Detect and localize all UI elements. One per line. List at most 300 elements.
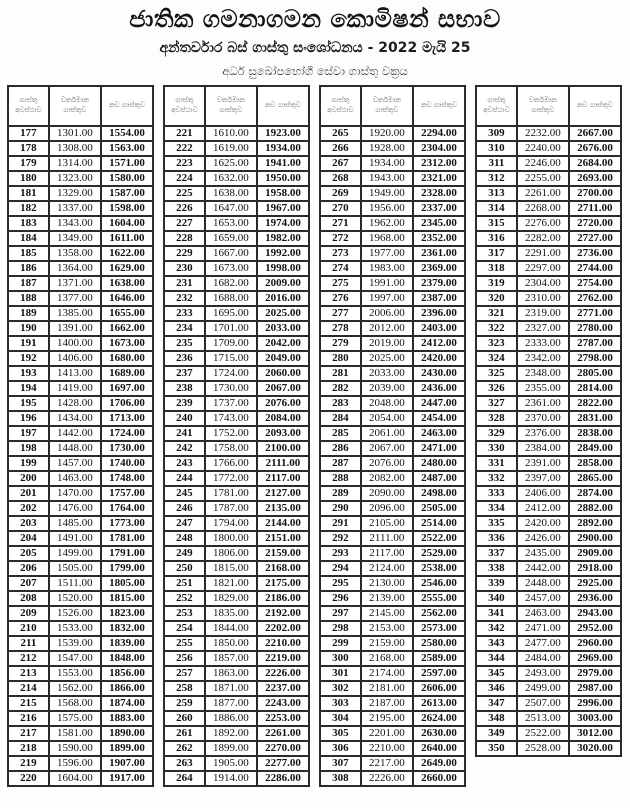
fare-stage-cell: 196 [8,411,49,426]
current-fare-cell: 1857.00 [205,651,257,666]
current-fare-cell: 2174.00 [361,666,413,681]
new-fare-cell: 1740.00 [101,456,153,471]
table-row [320,561,465,576]
new-fare-cell: 2874.00 [569,486,621,501]
fare-stage-cell: 227 [164,216,205,231]
current-fare-cell: 2370.00 [517,411,569,426]
new-fare-cell: 1823.00 [101,606,153,621]
table-row [476,321,621,336]
new-fare-cell: 1697.00 [101,381,153,396]
fare-stage-cell: 327 [476,396,517,411]
fare-stage-cell: 177 [8,126,49,141]
new-fare-cell: 2219.00 [257,651,309,666]
new-fare-cell: 1580.00 [101,171,153,186]
table-row [164,261,309,276]
new-fare-cell: 1662.00 [101,321,153,336]
new-fare-cell: 1629.00 [101,261,153,276]
new-fare-cell: 2480.00 [413,456,465,471]
current-fare-cell: 2406.00 [517,486,569,501]
fare-stage-cell: 238 [164,381,205,396]
fare-stage-cell: 321 [476,306,517,321]
table-row [320,696,465,711]
table-row [8,231,153,246]
fare-stage-cell: 178 [8,141,49,156]
new-fare-cell: 1815.00 [101,591,153,606]
fare-stage-cell: 207 [8,576,49,591]
fare-stage-cell: 203 [8,516,49,531]
fare-stage-cell: 276 [320,291,361,306]
new-fare-cell: 1680.00 [101,351,153,366]
table-row [320,741,465,756]
fare-stage-cell: 290 [320,501,361,516]
column-header-fare-stage: ගාස්තු අවස්ථාව [320,86,361,126]
table-row [320,651,465,666]
new-fare-cell: 1958.00 [257,186,309,201]
current-fare-cell: 2522.00 [517,726,569,741]
fare-stage-cell: 302 [320,681,361,696]
current-fare-cell: 2310.00 [517,291,569,306]
column-header-current-fare: වර්තමාන ගාස්තුව [361,86,413,126]
current-fare-cell: 2019.00 [361,336,413,351]
fare-stage-cell: 315 [476,216,517,231]
current-fare-cell: 2261.00 [517,186,569,201]
table-row [320,216,465,231]
new-fare-cell: 1950.00 [257,171,309,186]
new-fare-cell: 1839.00 [101,636,153,651]
table-row [320,486,465,501]
table-row [320,171,465,186]
current-fare-cell: 1829.00 [205,591,257,606]
current-fare-cell: 2124.00 [361,561,413,576]
fare-stage-cell: 314 [476,201,517,216]
new-fare-cell: 2711.00 [569,201,621,216]
fare-stage-cell: 254 [164,621,205,636]
current-fare-cell: 1920.00 [361,126,413,141]
table-row [320,336,465,351]
table-row [8,261,153,276]
fare-stage-cell: 347 [476,696,517,711]
current-fare-cell: 1442.00 [49,426,101,441]
table-row [476,336,621,351]
new-fare-cell: 1883.00 [101,711,153,726]
table-row [320,711,465,726]
fare-stage-cell: 279 [320,336,361,351]
fare-stage-cell: 255 [164,636,205,651]
fare-stage-cell: 294 [320,561,361,576]
new-fare-cell: 2420.00 [413,351,465,366]
fare-stage-cell: 199 [8,456,49,471]
table-row [8,351,153,366]
current-fare-cell: 1914.00 [205,771,257,786]
fare-stage-cell: 190 [8,321,49,336]
new-fare-cell: 1554.00 [101,126,153,141]
new-fare-cell: 2049.00 [257,351,309,366]
fare-stage-cell: 339 [476,576,517,591]
table-row [476,651,621,666]
new-fare-cell: 2369.00 [413,261,465,276]
current-fare-cell: 1800.00 [205,531,257,546]
new-fare-cell: 1706.00 [101,396,153,411]
fare-stage-cell: 261 [164,726,205,741]
table-row [164,666,309,681]
table-row [476,366,621,381]
current-fare-cell: 2145.00 [361,606,413,621]
fare-stage-cell: 221 [164,126,205,141]
table-row [8,426,153,441]
fare-stage-cell: 326 [476,381,517,396]
table-row [8,636,153,651]
current-fare-cell: 1905.00 [205,756,257,771]
current-fare-cell: 1526.00 [49,606,101,621]
fare-stage-cell: 307 [320,756,361,771]
new-fare-cell: 2849.00 [569,441,621,456]
table-row [8,246,153,261]
table-row [320,501,465,516]
current-fare-cell: 1533.00 [49,621,101,636]
new-fare-cell: 2744.00 [569,261,621,276]
new-fare-cell: 2436.00 [413,381,465,396]
new-fare-cell: 1791.00 [101,546,153,561]
fare-stage-cell: 195 [8,396,49,411]
fare-stage-cell: 301 [320,666,361,681]
new-fare-cell: 2237.00 [257,681,309,696]
fare-stage-cell: 330 [476,441,517,456]
table-row [164,546,309,561]
fare-stage-cell: 312 [476,171,517,186]
table-row [8,696,153,711]
current-fare-cell: 1562.00 [49,681,101,696]
current-fare-cell: 1877.00 [205,696,257,711]
fare-stage-cell: 308 [320,771,361,786]
new-fare-cell: 2387.00 [413,291,465,306]
fare-stage-cell: 210 [8,621,49,636]
fare-stage-cell: 268 [320,171,361,186]
table-row [8,471,153,486]
table-row [8,486,153,501]
current-fare-cell: 1323.00 [49,171,101,186]
fare-stage-cell: 218 [8,741,49,756]
table-row [8,216,153,231]
current-fare-cell: 1553.00 [49,666,101,681]
current-fare-cell: 1821.00 [205,576,257,591]
new-fare-cell: 2042.00 [257,336,309,351]
new-fare-cell: 2286.00 [257,771,309,786]
current-fare-cell: 2477.00 [517,636,569,651]
fare-stage-cell: 344 [476,651,517,666]
fare-stage-cell: 265 [320,126,361,141]
current-fare-cell: 1997.00 [361,291,413,306]
table-row [476,216,621,231]
current-fare-cell: 1485.00 [49,516,101,531]
fare-stage-cell: 235 [164,336,205,351]
table-row [8,156,153,171]
new-fare-cell: 1611.00 [101,231,153,246]
table-row [476,351,621,366]
current-fare-cell: 2246.00 [517,156,569,171]
new-fare-cell: 2684.00 [569,156,621,171]
fare-stage-cell: 214 [8,681,49,696]
current-fare-cell: 2159.00 [361,636,413,651]
current-fare-cell: 1977.00 [361,246,413,261]
fare-stage-cell: 194 [8,381,49,396]
new-fare-cell: 2111.00 [257,456,309,471]
new-fare-cell: 2454.00 [413,411,465,426]
current-fare-cell: 2187.00 [361,696,413,711]
table-row [8,681,153,696]
table-row [476,291,621,306]
new-fare-cell: 1934.00 [257,141,309,156]
current-fare-cell: 2471.00 [517,621,569,636]
current-fare-cell: 1632.00 [205,171,257,186]
fare-stage-cell: 332 [476,471,517,486]
current-fare-cell: 1568.00 [49,696,101,711]
table-row [320,666,465,681]
table-row [164,306,309,321]
current-fare-cell: 1737.00 [205,396,257,411]
current-fare-cell: 2276.00 [517,216,569,231]
table-row [8,651,153,666]
fare-stage-cell: 216 [8,711,49,726]
new-fare-cell: 2117.00 [257,471,309,486]
fare-stage-cell: 183 [8,216,49,231]
table-row [164,726,309,741]
fare-stage-cell: 283 [320,396,361,411]
table-row [164,561,309,576]
new-fare-cell: 3003.00 [569,711,621,726]
fare-table-2 [163,85,310,787]
fare-stage-cell: 220 [8,771,49,786]
current-fare-cell: 1715.00 [205,351,257,366]
new-fare-cell: 2562.00 [413,606,465,621]
current-fare-cell: 1428.00 [49,396,101,411]
table-row [164,276,309,291]
fare-stage-cell: 281 [320,366,361,381]
current-fare-cell: 1343.00 [49,216,101,231]
new-fare-cell: 1982.00 [257,231,309,246]
table-row [164,636,309,651]
fare-stage-cell: 300 [320,651,361,666]
new-fare-cell: 2352.00 [413,231,465,246]
table-row [320,756,465,771]
fare-stage-cell: 202 [8,501,49,516]
new-fare-cell: 1899.00 [101,741,153,756]
fare-stage-cell: 322 [476,321,517,336]
new-fare-cell: 2838.00 [569,426,621,441]
current-fare-cell: 2082.00 [361,471,413,486]
current-fare-cell: 2442.00 [517,561,569,576]
current-fare-cell: 2448.00 [517,576,569,591]
fare-stage-cell: 284 [320,411,361,426]
fare-stage-cell: 286 [320,441,361,456]
new-fare-cell: 2505.00 [413,501,465,516]
current-fare-cell: 2435.00 [517,546,569,561]
table-row [476,531,621,546]
fare-stage-cell: 251 [164,576,205,591]
current-fare-cell: 1886.00 [205,711,257,726]
fare-stage-cell: 280 [320,351,361,366]
table-row [320,606,465,621]
table-row [476,201,621,216]
new-fare-cell: 1848.00 [101,651,153,666]
fare-stage-cell: 292 [320,531,361,546]
current-fare-cell: 2105.00 [361,516,413,531]
current-fare-cell: 1806.00 [205,546,257,561]
table-row [8,441,153,456]
table-row [164,591,309,606]
table-row [164,381,309,396]
new-fare-cell: 2649.00 [413,756,465,771]
new-fare-cell: 2979.00 [569,666,621,681]
current-fare-cell: 1787.00 [205,501,257,516]
fare-stage-cell: 233 [164,306,205,321]
new-fare-cell: 1604.00 [101,216,153,231]
fare-stage-cell: 263 [164,756,205,771]
new-fare-cell: 1655.00 [101,306,153,321]
table-row [164,246,309,261]
current-fare-cell: 2111.00 [361,531,413,546]
new-fare-cell: 2925.00 [569,576,621,591]
fare-stage-cell: 191 [8,336,49,351]
table-row [320,351,465,366]
current-fare-cell: 2210.00 [361,741,413,756]
new-fare-cell: 1890.00 [101,726,153,741]
new-fare-cell: 2447.00 [413,396,465,411]
new-fare-cell: 1923.00 [257,126,309,141]
fare-stage-cell: 226 [164,201,205,216]
new-fare-cell: 2754.00 [569,276,621,291]
current-fare-cell: 2268.00 [517,201,569,216]
current-fare-cell: 1434.00 [49,411,101,426]
current-fare-cell: 1457.00 [49,456,101,471]
current-fare-cell: 2033.00 [361,366,413,381]
fare-table-3 [319,85,466,787]
new-fare-cell: 1598.00 [101,201,153,216]
table-row [476,126,621,141]
new-fare-cell: 1998.00 [257,261,309,276]
table-row [8,606,153,621]
table-row [320,576,465,591]
current-fare-cell: 1781.00 [205,486,257,501]
fare-stage-cell: 318 [476,261,517,276]
current-fare-cell: 2297.00 [517,261,569,276]
new-fare-cell: 2546.00 [413,576,465,591]
current-fare-cell: 2039.00 [361,381,413,396]
fare-stage-cell: 278 [320,321,361,336]
fare-stage-cell: 208 [8,591,49,606]
table-row [8,381,153,396]
fare-stage-cell: 295 [320,576,361,591]
table-row [476,231,621,246]
table-row [164,321,309,336]
current-fare-cell: 1377.00 [49,291,101,306]
table-row [164,456,309,471]
fare-stage-cell: 217 [8,726,49,741]
new-fare-cell: 2253.00 [257,711,309,726]
table-row [320,411,465,426]
fare-stage-cell: 258 [164,681,205,696]
table-row [320,276,465,291]
table-row [476,396,621,411]
current-fare-cell: 1688.00 [205,291,257,306]
new-fare-cell: 2762.00 [569,291,621,306]
current-fare-cell: 2484.00 [517,651,569,666]
new-fare-cell: 1967.00 [257,201,309,216]
fare-stage-cell: 189 [8,306,49,321]
fare-stage-cell: 223 [164,156,205,171]
new-fare-cell: 2780.00 [569,321,621,336]
table-row [8,456,153,471]
table-row [320,381,465,396]
new-fare-cell: 2613.00 [413,696,465,711]
new-fare-cell: 1805.00 [101,576,153,591]
new-fare-cell: 1587.00 [101,186,153,201]
table-row [8,306,153,321]
table-caption: අර්ධ සුඛෝපභෝගී සේවා ගාස්තු වක්‍රය [222,64,408,78]
table-row [164,351,309,366]
new-fare-cell: 2261.00 [257,726,309,741]
new-fare-cell: 1773.00 [101,516,153,531]
current-fare-cell: 1463.00 [49,471,101,486]
current-fare-cell: 1934.00 [361,156,413,171]
current-fare-cell: 1709.00 [205,336,257,351]
header-row [476,86,621,126]
current-fare-cell: 1983.00 [361,261,413,276]
table-row [320,681,465,696]
current-fare-cell: 1928.00 [361,141,413,156]
fare-stage-cell: 236 [164,351,205,366]
fare-stage-cell: 305 [320,726,361,741]
table-row [476,156,621,171]
new-fare-cell: 2060.00 [257,366,309,381]
fare-stage-cell: 201 [8,486,49,501]
fare-stage-cell: 335 [476,516,517,531]
table-row [8,366,153,381]
table-row [320,471,465,486]
new-fare-cell: 2471.00 [413,441,465,456]
current-fare-cell: 1815.00 [205,561,257,576]
fare-stage-cell: 260 [164,711,205,726]
fare-stage-cell: 231 [164,276,205,291]
current-fare-cell: 2420.00 [517,516,569,531]
table-row [8,396,153,411]
current-fare-cell: 2096.00 [361,501,413,516]
fare-stage-cell: 299 [320,636,361,651]
table-row [476,591,621,606]
new-fare-cell: 1730.00 [101,441,153,456]
table-row [476,576,621,591]
fare-stage-cell: 200 [8,471,49,486]
table-row [164,531,309,546]
fare-stage-cell: 250 [164,561,205,576]
current-fare-cell: 1871.00 [205,681,257,696]
current-fare-cell: 1610.00 [205,126,257,141]
current-fare-cell: 1476.00 [49,501,101,516]
current-fare-cell: 2117.00 [361,546,413,561]
table-row [164,231,309,246]
fare-stage-cell: 244 [164,471,205,486]
table-row [164,621,309,636]
table-row [320,366,465,381]
current-fare-cell: 2076.00 [361,456,413,471]
new-fare-cell: 1874.00 [101,696,153,711]
fare-tables-container [0,85,630,787]
table-row [164,576,309,591]
new-fare-cell: 2514.00 [413,516,465,531]
new-fare-cell: 2321.00 [413,171,465,186]
current-fare-cell: 2201.00 [361,726,413,741]
current-fare-cell: 1470.00 [49,486,101,501]
fare-stage-cell: 319 [476,276,517,291]
